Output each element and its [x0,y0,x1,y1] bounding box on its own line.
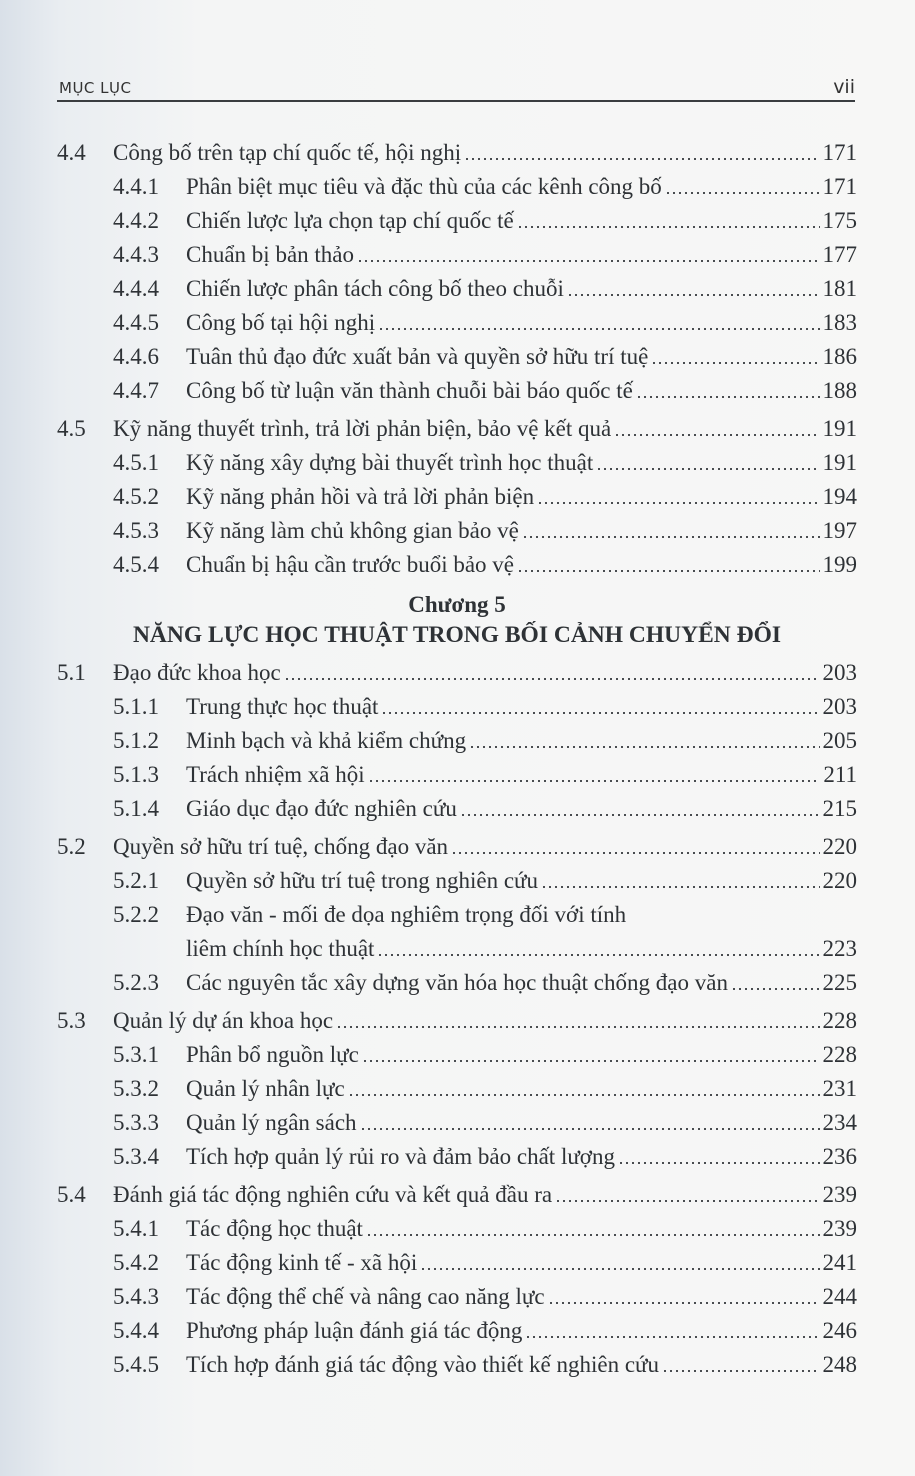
dot-leader [420,1268,819,1270]
entry-page: 231 [822,1076,857,1101]
dot-leader [596,468,819,470]
toc-subsection-entry[interactable] [57,758,857,792]
entry-title: Chuẩn bị hậu cần trước buổi bảo vệ [186,552,515,577]
dot-leader [360,1128,820,1130]
entry-page: 197 [822,518,857,543]
toc-section-entry[interactable] [57,136,857,170]
entry-title: Chuẩn bị bản thảo [186,242,354,267]
entry-title: Phân bổ nguồn lực [186,1042,359,1067]
dot-leader [522,536,820,538]
toc-subsection-entry[interactable] [57,724,857,758]
entry-page: 188 [822,378,857,403]
entry-page: 241 [822,1250,857,1275]
entry-page: 203 [822,660,857,685]
entry-page: 228 [822,1042,857,1067]
entry-title: Tuân thủ đạo đức xuất bản và quyền sở hữu trí tuệ [186,344,649,369]
entry-number: 5.2.2 [113,902,159,927]
dot-leader [662,1370,820,1372]
entry-title: Kỹ năng phản hồi và trả lời phản biện [186,484,535,509]
entry-number: 4.5.4 [113,552,159,577]
toc-subsection-entry[interactable] [57,306,857,340]
table-of-contents [57,136,857,1382]
entry-page: 191 [822,416,857,441]
entry-title: Trung thực học thuật [186,694,379,719]
dot-leader [464,158,819,160]
chapter-label: Chương 5 [408,592,506,617]
entry-page: 171 [822,174,857,199]
entry-page: 199 [822,552,857,577]
entry-page: 205 [822,728,857,753]
entry-number: 5.4.4 [113,1318,159,1343]
dot-leader [368,780,821,782]
dot-leader [451,852,819,854]
entry-page: 194 [822,484,857,509]
dot-leader [636,396,820,398]
entry-title: Công bố tại hội nghị [186,310,376,335]
entry-number: 4.5.3 [113,518,159,543]
entry-title: Công bố trên tạp chí quốc tế, hội nghị [113,140,462,165]
entry-number: 5.4.2 [113,1250,159,1275]
entry-number: 4.5.2 [113,484,159,509]
toc-entry-continuation [57,932,857,966]
toc-subsection-entry[interactable] [57,690,857,724]
toc-subsection-entry[interactable] [57,1072,857,1106]
entry-number: 4.4.1 [113,174,159,199]
entry-title: Tác động thể chế và nâng cao năng lực [186,1284,545,1309]
dot-leader [469,746,819,748]
entry-title: Giáo dục đạo đức nghiên cứu [186,796,457,821]
entry-number: 5.4.5 [113,1352,159,1377]
entry-title-continued: liêm chính học thuật [186,936,375,961]
dot-leader [555,1200,819,1202]
entry-title: Quyền sở hữu trí tuệ trong nghiên cứu [186,868,539,893]
entry-page: 181 [822,276,857,301]
entry-title: Chiến lược phân tách công bố theo chuỗi [186,276,564,301]
entry-number: 4.4.2 [113,208,159,233]
toc-subsection-entry[interactable] [57,238,857,272]
dot-leader [336,1026,819,1028]
entry-page: 234 [822,1110,857,1135]
toc-section-entry[interactable] [57,830,857,864]
toc-subsection-entry[interactable] [57,1314,857,1348]
toc-subsection-entry[interactable] [57,966,857,1000]
entry-number: 5.3 [57,1008,86,1033]
toc-subsection-entry[interactable] [57,340,857,374]
entry-page: 220 [822,834,857,859]
entry-page: 236 [822,1144,857,1169]
dot-leader [731,988,820,990]
entry-title: Kỹ năng xây dựng bài thuyết trình học thuật [186,450,594,475]
toc-subsection-entry[interactable] [57,1246,857,1280]
entry-number: 5.1.4 [113,796,159,821]
entry-number: 4.4.5 [113,310,159,335]
toc-subsection-entry[interactable] [57,480,857,514]
dot-leader [362,1060,820,1062]
entry-page: 177 [822,242,857,267]
entry-number: 4.4 [57,140,86,165]
dot-leader [567,294,820,296]
dot-leader [517,226,820,228]
entry-number: 5.1 [57,660,86,685]
entry-title: Minh bạch và khả kiểm chứng [186,728,467,753]
entry-number: 5.4.3 [113,1284,159,1309]
entry-number: 5.2.1 [113,868,159,893]
dot-leader [366,1234,820,1236]
entry-page: 239 [822,1182,857,1207]
entry-page: 223 [822,936,857,961]
toc-subsection-entry[interactable] [57,446,857,480]
entry-page: 220 [822,868,857,893]
dot-leader [614,434,819,436]
entry-title: Kỹ năng thuyết trình, trả lời phản biện, bảo vệ kết quả [113,416,612,441]
toc-subsection-entry[interactable] [57,1038,857,1072]
entry-number: 5.4 [57,1182,86,1207]
entry-number: 5.1.2 [113,728,159,753]
toc-subsection-entry[interactable] [57,170,857,204]
toc-subsection-entry[interactable] [57,514,857,548]
toc-section-entry[interactable] [57,1178,857,1212]
entry-title: Quản lý ngân sách [186,1110,357,1135]
entry-number: 5.3.2 [113,1076,159,1101]
entry-title: Tích hợp đánh giá tác động vào thiết kế nghiên cứu [186,1352,659,1377]
entry-title: Tác động kinh tế - xã hội [186,1250,418,1275]
entry-page: 171 [822,140,857,165]
entry-number: 5.1.1 [113,694,159,719]
entry-title: Chiến lược lựa chọn tạp chí quốc tế [186,208,514,233]
toc-subsection-entry[interactable] [57,1348,857,1382]
entry-number: 4.4.6 [113,344,159,369]
entry-title: Tích hợp quản lý rủi ro và đảm bảo chất lượng [186,1144,615,1169]
toc-subsection-entry[interactable] [57,1212,857,1246]
entry-page: 246 [822,1318,857,1343]
entry-number: 4.4.7 [113,378,159,403]
page-number: vii [833,76,855,98]
entry-page: 239 [822,1216,857,1241]
entry-number: 5.3.3 [113,1110,159,1135]
toc-subsection-entry[interactable] [57,1140,857,1174]
entry-title: Quản lý nhân lực [186,1076,345,1101]
toc-subsection-entry[interactable] [57,1106,857,1140]
entry-number: 5.1.3 [113,762,159,787]
toc-subsection-entry[interactable] [57,272,857,306]
dot-leader [618,1162,820,1164]
toc-subsection-entry[interactable] [57,898,857,932]
entry-title: Các nguyên tắc xây dựng văn hóa học thuật chống đạo văn [186,970,728,995]
running-header [57,72,855,102]
entry-number: 5.2.3 [113,970,159,995]
toc-subsection-entry[interactable] [57,374,857,408]
entry-title: Phương pháp luận đánh giá tác động [186,1318,523,1343]
entry-title: Kỹ năng làm chủ không gian bảo vệ [186,518,519,543]
entry-title: Trách nhiệm xã hội [186,762,365,787]
entry-page: 175 [822,208,857,233]
entry-number: 5.2 [57,834,86,859]
entry-page: 203 [822,694,857,719]
entry-title: Đạo văn - mối đe dọa nghiêm trọng đối với tính [186,902,627,927]
entry-title: Đạo đức khoa học [113,660,281,685]
dot-leader [651,362,819,364]
dot-leader [525,1336,819,1338]
entry-page: 191 [822,450,857,475]
entry-title: Quyền sở hữu trí tuệ, chống đạo văn [113,834,449,859]
dot-leader [284,678,820,680]
dot-leader [460,814,820,816]
toc-section-entry[interactable] [57,412,857,446]
chapter-title: NĂNG LỰC HỌC THUẬT TRONG BỐI CẢNH CHUYỂN ĐỔI [132,622,782,648]
entry-number: 4.5.1 [113,450,159,475]
entry-page: 186 [822,344,857,369]
toc-subsection-entry[interactable] [57,792,857,826]
entry-title: Phân biệt mục tiêu và đặc thù của các kênh công bố [186,174,662,199]
entry-number: 5.4.1 [113,1216,159,1241]
toc-section-entry[interactable] [57,656,857,690]
entry-page: 228 [822,1008,857,1033]
dot-leader [548,1302,820,1304]
entry-title: Công bố từ luận văn thành chuỗi bài báo quốc tế [186,378,633,403]
toc-subsection-entry[interactable] [57,548,857,582]
entry-title: Quản lý dự án khoa học [113,1008,334,1033]
dot-leader [381,712,819,714]
dot-leader [357,260,820,262]
entry-page: 211 [823,762,857,787]
dot-leader [377,954,819,956]
running-header-title: MỤC LỤC [59,79,132,97]
entry-page: 244 [822,1284,857,1309]
toc-subsection-entry[interactable] [57,864,857,898]
dot-leader [517,570,819,572]
entry-title: Đánh giá tác động nghiên cứu và kết quả đầu ra [113,1182,553,1207]
dot-leader [537,502,819,504]
entry-page: 215 [822,796,857,821]
entry-number: 5.3.4 [113,1144,159,1169]
entry-page: 248 [822,1352,857,1377]
toc-subsection-entry[interactable] [57,1280,857,1314]
dot-leader [665,192,820,194]
dot-leader [348,1094,820,1096]
entry-title: Tác động học thuật [186,1216,363,1241]
dot-leader [378,328,819,330]
entry-number: 5.3.1 [113,1042,159,1067]
entry-number: 4.5 [57,416,86,441]
entry-number: 4.4.4 [113,276,159,301]
entry-number: 4.4.3 [113,242,159,267]
entry-page: 183 [822,310,857,335]
dot-leader [541,886,819,888]
toc-section-entry[interactable] [57,1004,857,1038]
entry-page: 225 [822,970,857,995]
toc-subsection-entry[interactable] [57,204,857,238]
